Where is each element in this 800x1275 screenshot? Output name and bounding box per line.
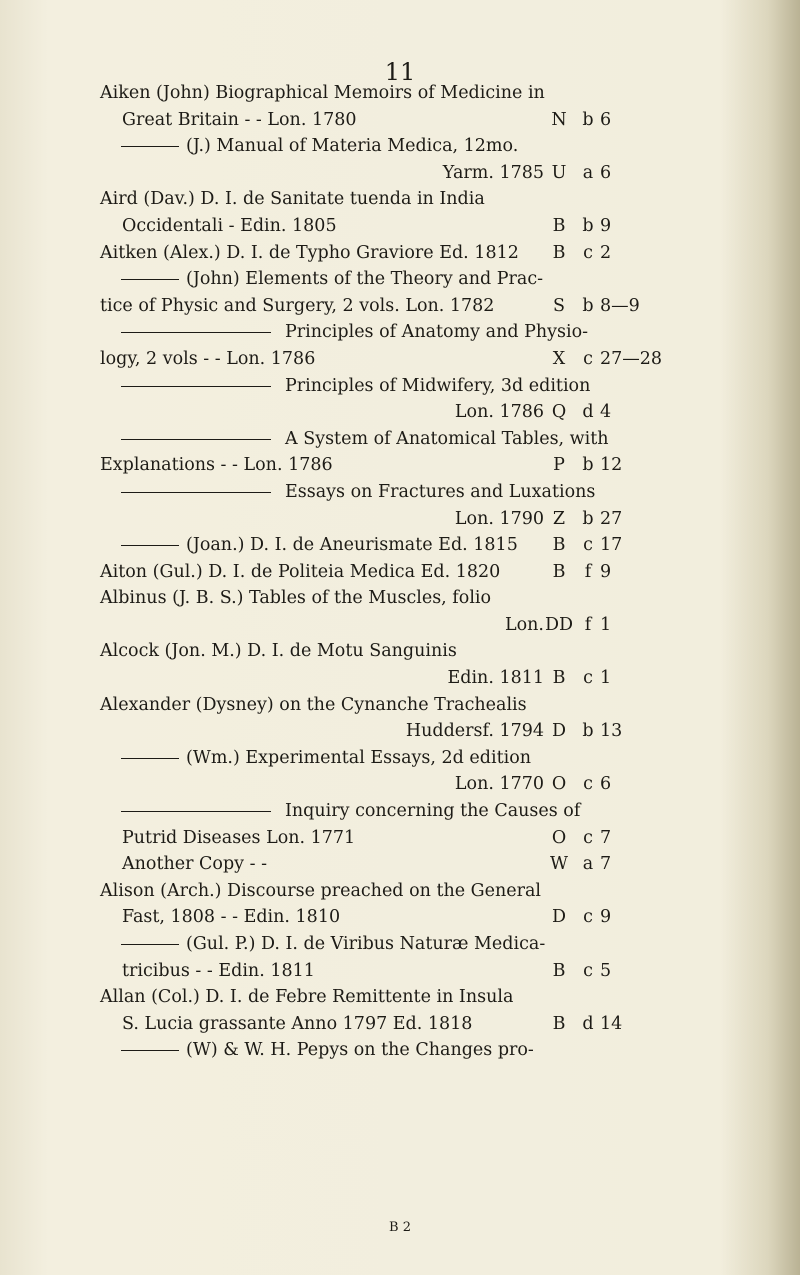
shelf-mark-part: Z: [552, 508, 566, 529]
shelf-mark-part: W: [550, 854, 568, 875]
shelf-mark-part: b: [582, 295, 594, 316]
catalogue-entries: [0, 80, 800, 1064]
entry-text: tice of Physic and Surgery, 2 vols. Lon. 1782: [100, 295, 495, 316]
entry-text: Aiken (John) Biographical Memoirs of Medicine in: [100, 83, 545, 103]
shelf-mark-part: 9: [600, 907, 612, 928]
shelf-mark-part: 7: [600, 827, 612, 848]
shelf-mark-part: 6: [600, 774, 612, 795]
entry-text: Alcock (Jon. M.) D. I. de Motu Sanguinis: [100, 641, 457, 662]
shelf-mark-part: P: [553, 455, 565, 476]
catalogue-line: [0, 346, 800, 373]
shelf-mark-part: D: [551, 721, 567, 742]
entry-text: Albinus (J. B. S.) Tables of the Muscles, folio: [100, 588, 492, 609]
entry-text: tricibus - - Edin. 1811: [122, 960, 315, 981]
shelf-mark-part: c: [583, 827, 593, 848]
catalogue-line: [0, 559, 800, 586]
entry-text: (Gul. P.) D. I. de Viribus Naturæ Medica-: [186, 934, 546, 954]
catalogue-line: [0, 1037, 800, 1064]
entry-text: (J.) Manual of Materia Medica, 12mo.: [186, 136, 519, 157]
catalogue-line: [0, 532, 800, 559]
shelf-mark-part: c: [583, 668, 593, 689]
entry-text: Lon. 1786: [454, 402, 544, 423]
shelf-mark-part: S: [553, 295, 565, 316]
ditto-rule: [121, 332, 271, 333]
catalogue-line: [0, 266, 800, 293]
catalogue-line: [0, 160, 800, 187]
entry-text: (John) Elements of the Theory and Prac-: [186, 269, 544, 290]
ditto-rule: [121, 811, 271, 812]
shelf-mark-part: U: [551, 162, 567, 183]
shelf-mark-part: X: [552, 348, 566, 369]
entry-text: S. Lucia grassante Anno 1797 Ed. 1818: [122, 1013, 473, 1034]
shelf-mark-part: 27: [600, 508, 623, 529]
entry-text: (W) & W. H. Pepys on the Changes pro-: [186, 1040, 534, 1061]
shelf-mark-part: B: [552, 960, 566, 981]
signature-mark: B 2: [389, 1220, 411, 1235]
shelf-mark-part: c: [583, 960, 593, 981]
entry-text: Huddersf. 1794: [405, 721, 544, 742]
ditto-rule: [121, 492, 271, 493]
ditto-rule: [121, 1050, 179, 1051]
shelf-mark-part: c: [583, 348, 593, 369]
entry-text: Essays on Fractures and Luxations: [285, 481, 596, 502]
catalogue-line: [0, 931, 800, 958]
shelf-mark-part: 27—28: [600, 348, 663, 369]
catalogue-line: [0, 692, 800, 719]
shelf-mark-part: b: [582, 455, 594, 476]
shelf-mark-part: DD: [544, 614, 574, 635]
entry-text: Principles of Midwifery, 3d edition: [285, 375, 591, 396]
catalogue-line: [0, 612, 800, 639]
catalogue-line: [0, 718, 800, 745]
entry-text: Principles of Anatomy and Physio-: [285, 322, 589, 343]
entry-text: Another Copy - -: [122, 854, 267, 875]
entry-text: Lon. 1770: [454, 774, 544, 795]
shelf-mark-part: f: [584, 561, 592, 582]
shelf-mark-part: D: [551, 907, 567, 928]
entry-text: Great Britain - - Lon. 1780: [122, 109, 357, 130]
entry-text: Lon.: [505, 614, 544, 635]
catalogue-line: [0, 213, 800, 240]
entry-text: Occidentali - Edin. 1805: [122, 215, 337, 236]
entry-text: Edin. 1811: [447, 668, 544, 689]
shelf-mark-part: 5: [600, 960, 612, 981]
catalogue-line: [0, 798, 800, 825]
shelf-mark-part: 9: [600, 561, 612, 582]
shelf-mark-part: 12: [600, 455, 623, 476]
shelf-mark-part: c: [583, 242, 593, 263]
shelf-mark-part: 6: [600, 109, 612, 130]
catalogue-line: [0, 293, 800, 320]
shelf-mark-part: 4: [600, 402, 612, 423]
ditto-rule: [121, 944, 179, 945]
catalogue-line: [0, 771, 800, 798]
shelf-mark-part: 2: [600, 242, 612, 263]
shelf-mark-part: b: [582, 215, 594, 236]
catalogue-line: [0, 904, 800, 931]
catalogue-line: [0, 958, 800, 985]
catalogue-line: [0, 506, 800, 533]
entry-text: (Joan.) D. I. de Aneurismate Ed. 1815: [186, 535, 518, 556]
catalogue-line: [0, 373, 800, 400]
entry-text: Aird (Dav.) D. I. de Sanitate tuenda in India: [100, 189, 485, 210]
entry-text: Putrid Diseases Lon. 1771: [122, 827, 356, 848]
catalogue-line: [0, 984, 800, 1011]
shelf-mark-part: B: [552, 668, 566, 689]
catalogue-line: [0, 479, 800, 506]
catalogue-line: [0, 665, 800, 692]
ditto-rule: [121, 279, 179, 280]
entry-text: Fast, 1808 - - Edin. 1810: [122, 907, 341, 928]
catalogue-line: [0, 399, 800, 426]
page-number: 11: [384, 58, 416, 86]
ditto-rule: [121, 758, 179, 759]
shelf-mark-part: 6: [600, 162, 612, 183]
catalogue-line: [0, 186, 800, 213]
shelf-mark-part: f: [584, 614, 592, 635]
entry-text: logy, 2 vols - - Lon. 1786: [100, 348, 316, 369]
catalogue-line: [0, 133, 800, 160]
ditto-rule: [121, 146, 179, 147]
entry-text: Inquiry concerning the Causes of: [285, 801, 581, 822]
catalogue-line: [0, 80, 800, 107]
shelf-mark-part: B: [552, 535, 566, 556]
shelf-mark-part: 1: [600, 614, 612, 635]
entry-text: Explanations - - Lon. 1786: [100, 455, 333, 476]
shelf-mark-part: B: [552, 215, 566, 236]
shelf-mark-part: d: [582, 1013, 594, 1034]
shelf-mark-part: 17: [600, 535, 623, 556]
shelf-mark-part: Q: [551, 402, 567, 423]
catalogue-line: [0, 585, 800, 612]
catalogue-line: [0, 107, 800, 134]
shelf-mark-part: O: [551, 827, 567, 848]
shelf-mark-part: c: [583, 907, 593, 928]
entry-text: (Wm.) Experimental Essays, 2d edition: [186, 747, 532, 768]
ditto-rule: [121, 439, 271, 440]
shelf-mark-part: a: [582, 162, 594, 183]
shelf-mark-part: c: [583, 535, 593, 556]
shelf-mark-part: B: [552, 242, 566, 263]
shelf-mark-part: b: [582, 721, 594, 742]
shelf-mark-part: O: [551, 774, 567, 795]
entry-text: A System of Anatomical Tables, with: [285, 428, 609, 449]
shelf-mark-part: 9: [600, 215, 612, 236]
shelf-mark-part: a: [582, 854, 594, 875]
entry-text: Alison (Arch.) Discourse preached on the General: [100, 880, 542, 901]
shelf-mark-part: B: [552, 561, 566, 582]
shelf-mark-part: 13: [600, 721, 623, 742]
shelf-mark-part: 1: [600, 668, 612, 689]
shelf-mark-part: 14: [600, 1013, 623, 1034]
catalogue-line: [0, 319, 800, 346]
entry-text: Lon. 1790: [454, 508, 544, 529]
shelf-mark-part: 7: [600, 854, 612, 875]
entry-text: Alexander (Dysney) on the Cynanche Trachealis: [100, 694, 527, 715]
shelf-mark-part: B: [552, 1013, 566, 1034]
catalogue-line: [0, 452, 800, 479]
entry-text: Aitken (Alex.) D. I. de Typho Graviore Ed. 1812: [100, 242, 519, 263]
catalogue-line: [0, 825, 800, 852]
shelf-mark-part: 8—9: [600, 295, 640, 316]
shelf-mark-part: b: [582, 508, 594, 529]
entry-text: Yarm. 1785: [442, 162, 544, 183]
catalogue-line: [0, 240, 800, 267]
shelf-mark-part: N: [551, 109, 567, 130]
ditto-rule: [121, 545, 179, 546]
catalogue-line: [0, 878, 800, 905]
ditto-rule: [121, 386, 271, 387]
entry-text: Allan (Col.) D. I. de Febre Remittente in Insula: [100, 987, 514, 1008]
catalogue-line: [0, 851, 800, 878]
shelf-mark-part: b: [582, 109, 594, 130]
catalogue-line: [0, 426, 800, 453]
entry-text: Aiton (Gul.) D. I. de Politeia Medica Ed. 1820: [100, 561, 501, 582]
shelf-mark-part: d: [582, 402, 594, 423]
catalogue-line: [0, 638, 800, 665]
catalogue-line: [0, 1011, 800, 1038]
shelf-mark-part: c: [583, 774, 593, 795]
catalogue-line: [0, 745, 800, 772]
